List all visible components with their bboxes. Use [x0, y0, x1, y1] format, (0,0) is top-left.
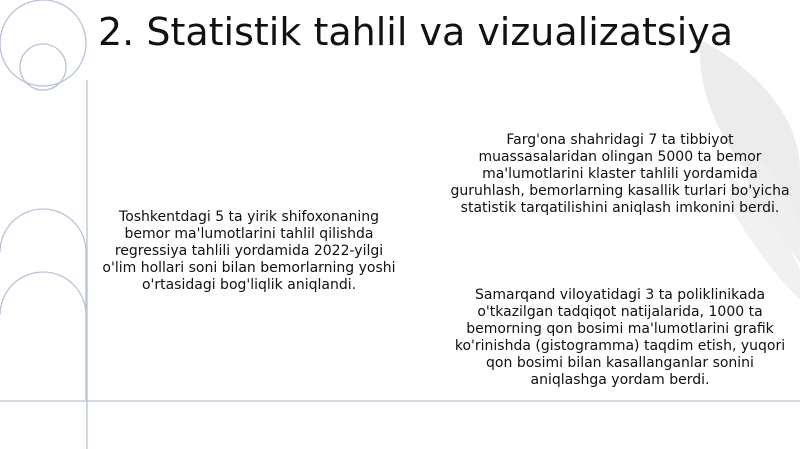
text-block-tashkent: Toshkentdagi 5 ta yirik shifoxonaning bemor ma'lumotlarini tahlil qilishda regressiya tahlili yordamida 2022-yilgi o'lim hollari soni bilan bemorlarning yoshi o'rtasidagi bog'liqlik aniqlandi. [102, 209, 396, 293]
deco-circle-large [0, 0, 86, 86]
deco-arch-bottom [0, 272, 86, 315]
deco-arch-top [0, 209, 86, 252]
slide-title: 2. Statistik tahlil va vizualizatsiya [98, 10, 734, 54]
text-block-fergana: Farg'ona shahridagi 7 ta tibbiyot muassasalaridan olingan 5000 ta bemor ma'lumotlarini klaster tahlili yordamida guruhlash, bemorlarning kasallik turlari bo'yicha statistik tarqatilishini aniqlash imkonini berdi. [450, 132, 790, 216]
deco-circle-small [20, 44, 66, 90]
text-block-samarkand: Samarqand viloyatidagi 3 ta poliklinikada o'tkazilgan tadqiqot natijalarida, 1000 ta bemorning qon bosimi ma'lumotlarini grafik ko'rinishda (gistogramma) taqdim etish, yuqori qon bosimi bilan kasallanganlar sonini aniqlashga yordam berdi. [454, 287, 786, 388]
